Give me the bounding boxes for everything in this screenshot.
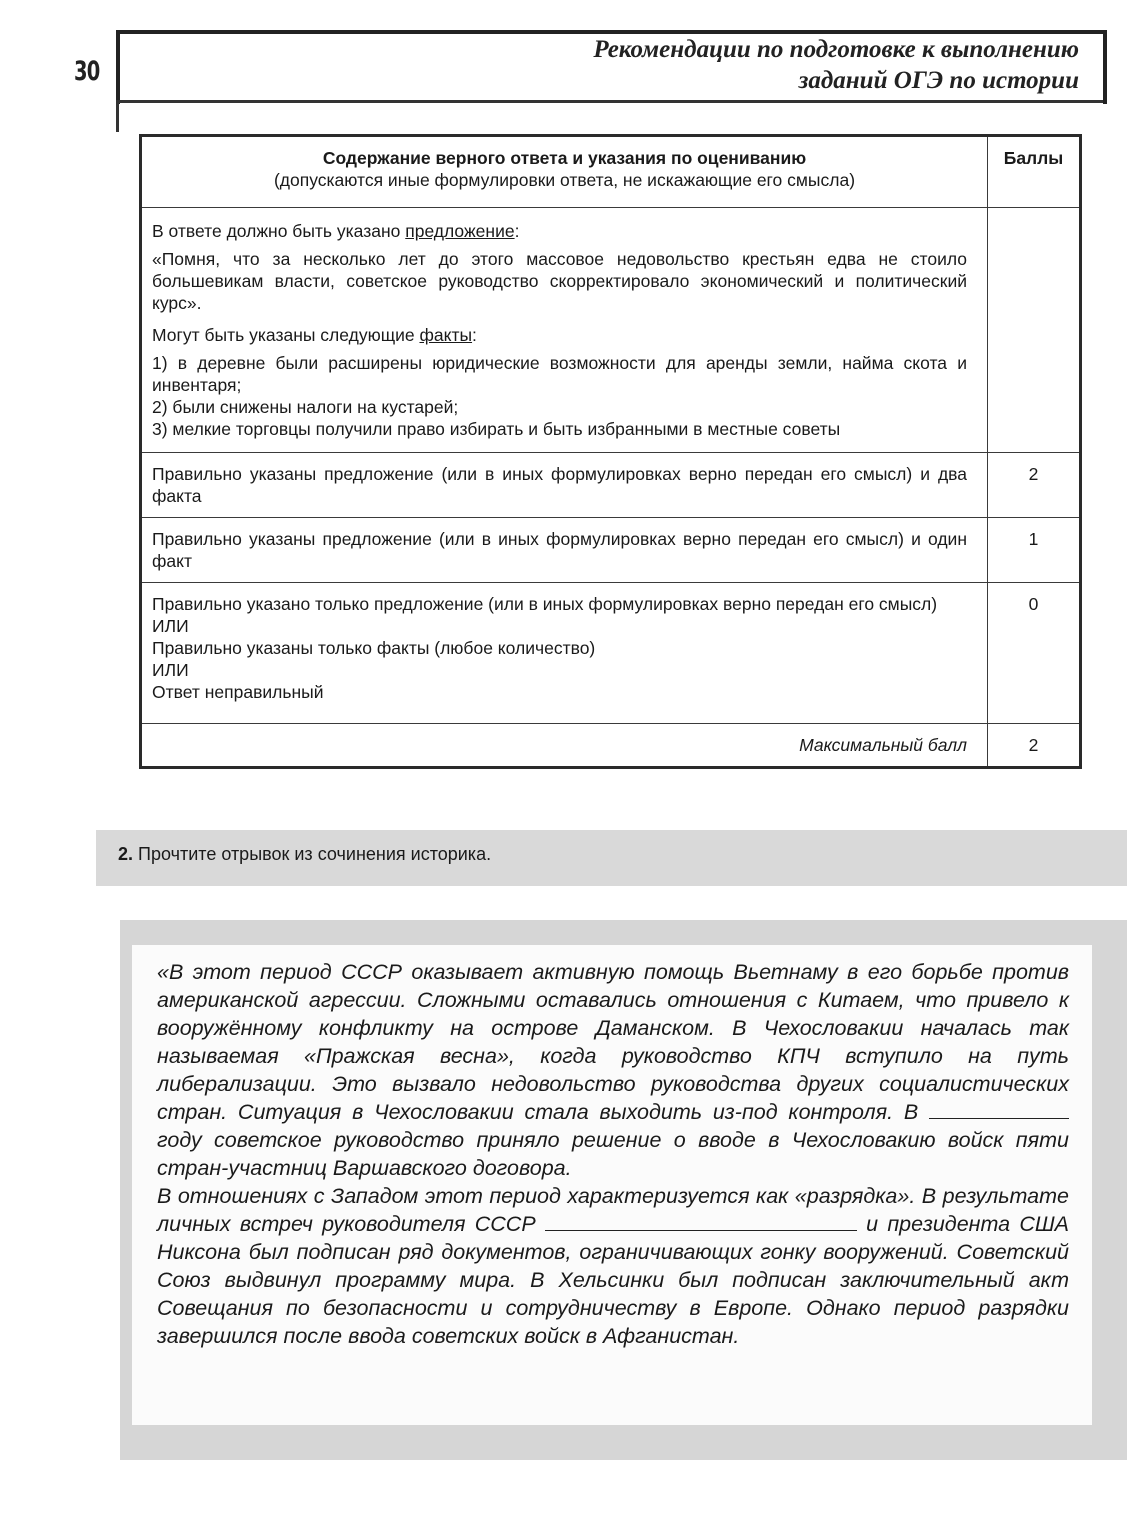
task-instruction-band [96,830,1127,886]
source-paragraph-1-part-a: «В этот период СССР оказывает активную помощь Вьетнаму в его борьбе против американской агрессии. Сложными оставались отношения с Китаем, что привело к вооружённому конфликту на острове Даманском. В Чехословакии началась так называемая «Пражская весна», когда руководство КПЧ вступило на путь либерализации. Это вызвало недовольство руководства других социалистических стран. Ситуация в Чехословакии стала выходить из-под контроля. В [157,960,1069,1124]
page-number: 30 [74,56,100,87]
answer-content-cell [141,208,988,453]
running-title-line-2: заданий ОГЭ по истории [798,67,1079,94]
criteria-header-title: Содержание верного ответа и указания по оцениванию [322,148,807,168]
answer-quote: «Помня, что за несколько лет до этого массовое недовольство крестьян едва не стоило большевикам власти, советское руководство скорректировало экономический и политический курс». [152,249,967,313]
header-divider-stem [116,100,119,132]
fact-item: 3) мелкие торговцы получили право избирать и быть избранными в местные советы [152,419,841,439]
leader-name-blank[interactable] [545,1212,857,1231]
criterion-zero-cell [141,583,988,724]
criterion-zero-line-2: Правильно указаны только факты (любое количество) [152,638,596,658]
criteria-header-cell [141,136,988,208]
answer-intro-term: предложение [405,221,515,241]
facts-intro-prefix: Могут быть указаны следующие [152,325,420,345]
fact-item: 1) в деревне были расширены юридические возможности для аренды земли, найма скота и инвентаря; [152,353,967,395]
criterion-score: 1 [988,518,1081,583]
grading-table [139,134,1082,769]
fact-item: 2) были снижены налоги на кустарей; [152,397,459,417]
max-score-label: Максимальный балл [141,724,988,768]
task-instruction [118,844,491,865]
answer-content-row [141,208,1081,453]
running-title-line-1: Рекомендации по подготовке к выполнению [593,36,1079,63]
criterion-row [141,518,1081,583]
criterion-text: Правильно указаны предложение (или в иных формулировках верно передан его смысл) и один факт [141,518,988,583]
task-number: 2. [118,844,134,864]
source-paragraph-2-part-b: и президента США Никсона был подписан ряд документов, ограничивающих гонку вооружений. Советский Союз выдвинул программу мира. В Хельсинки был подписан заключительный акт Совещания по безопасности и сотрудничеству в Европе. Однако период разрядки завершился после ввода советских войск в Афганистан. [157,1212,1069,1348]
points-header-cell: Баллы [988,136,1081,208]
criterion-score: 2 [988,453,1081,518]
criteria-header-note: (допускаются иные формулировки ответа, не искажающие его смысла) [273,170,856,190]
year-blank[interactable] [929,1100,1069,1119]
task-instruction-text: Прочтите отрывок из сочинения историка. [138,844,492,864]
facts-intro [152,324,967,346]
source-excerpt-text [157,958,1069,1350]
criterion-text: Правильно указаны предложение (или в иных формулировках верно передан его смысл) и два факта [141,453,988,518]
max-score-row [141,724,1081,768]
criterion-row-zero [141,583,1081,724]
criterion-zero-line-3: Ответ неправильный [152,682,324,702]
criterion-zero-line-1: Правильно указано только предложение (или в иных формулировках верно передан его смысл) [152,594,938,614]
facts-intro-suffix: : [472,325,477,345]
answer-intro-prefix: В ответе должно быть указано [152,221,406,241]
answer-content-score-cell [988,208,1081,453]
source-paragraph-2-part-a: В отношениях с Западом этот период характеризуется как «разрядка». В результате личных встреч руководителя СССР [157,1184,1069,1236]
header-divider [116,100,1103,103]
criterion-or: ИЛИ [152,660,189,680]
answer-intro-suffix: : [514,221,520,241]
facts-intro-term: факты [419,325,473,345]
running-title [593,34,1079,96]
source-paragraph-1-part-b: году советское руководство приняло решение о вводе в Чехословакию войск пяти стран-участниц Варшавского договора. [157,1128,1069,1180]
grading-table-header-row [141,136,1081,208]
source-paragraph-1 [157,958,1069,1182]
criterion-or: ИЛИ [152,616,189,636]
max-score-value: 2 [988,724,1081,768]
criterion-score: 0 [988,583,1081,724]
source-paragraph-2 [157,1182,1069,1350]
criterion-row [141,453,1081,518]
answer-intro [152,220,967,242]
